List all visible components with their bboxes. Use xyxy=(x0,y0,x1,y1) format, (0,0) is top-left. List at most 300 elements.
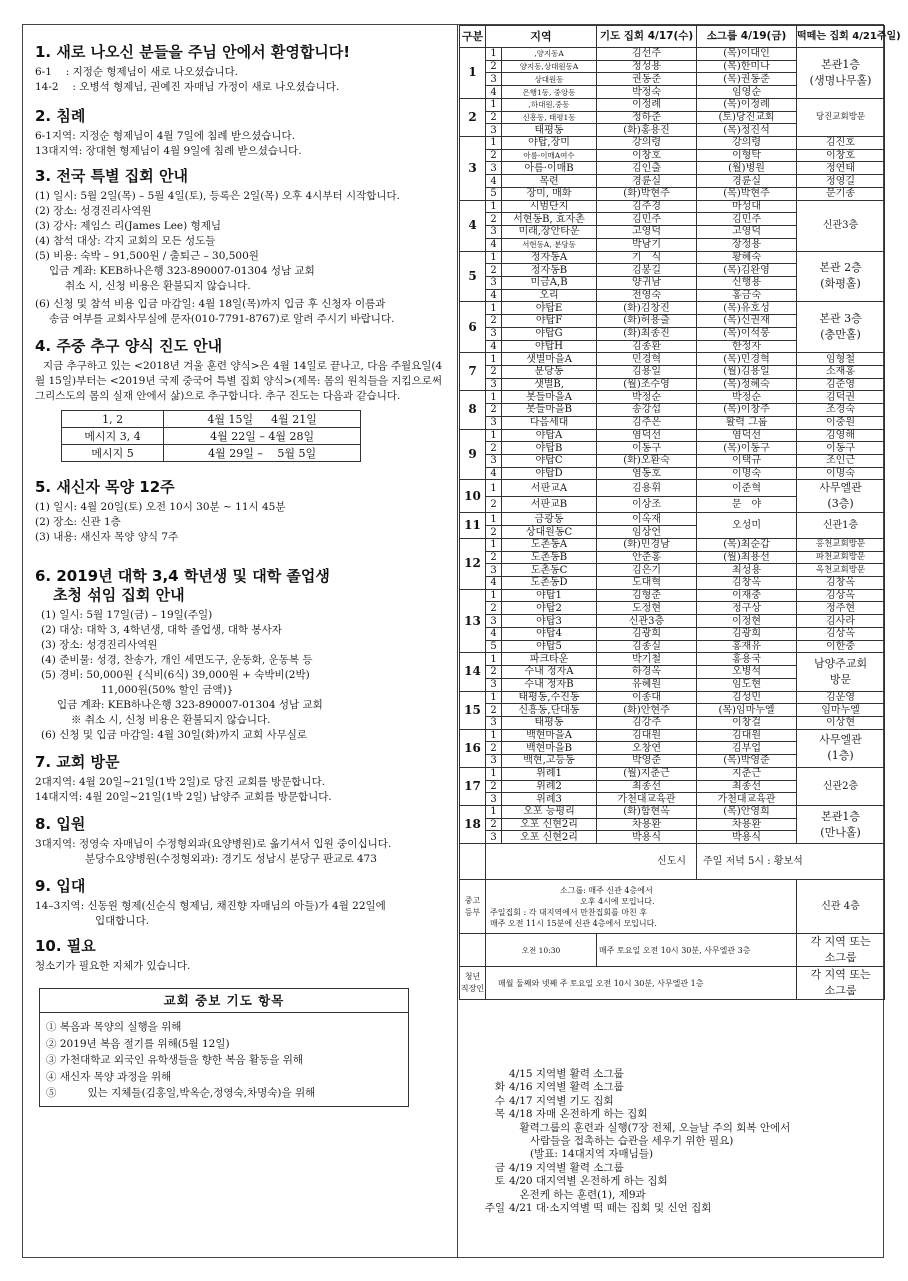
sub-district: 5 xyxy=(486,640,502,653)
schedule-item xyxy=(483,1189,884,1202)
area-name: ,양지동A xyxy=(502,48,597,61)
text-line: 11,000원(50% 할인 금액)} xyxy=(101,684,234,696)
prayer-meeting-cell: 김인출 xyxy=(597,162,697,175)
area-name: 정자동A xyxy=(502,251,597,264)
section-title: 5. 새신자 목양 12주 xyxy=(35,478,175,496)
day-label xyxy=(483,1068,507,1081)
day-label: 금 xyxy=(494,1161,505,1174)
area-name: 금광동 xyxy=(502,513,597,526)
prayer-meeting-cell: 박정숙 xyxy=(597,86,697,99)
area-name: 서판교B xyxy=(502,496,597,513)
text-line: 13대지역: 장대현 형제님이 4월 9일에 침례 받으셨습니다. xyxy=(35,145,302,157)
area-name: 신흥동,단대동 xyxy=(502,704,597,717)
schedule-text: 4/20 대지역별 온전하게 하는 집회 xyxy=(509,1175,668,1188)
lords-table-cell: 신관2층 xyxy=(797,767,885,805)
table-row xyxy=(460,729,885,742)
area-name: 야탑E xyxy=(502,302,597,315)
area-name: ,하대원,중동 xyxy=(502,98,597,111)
paragraph: 지금 추구하고 있는 <2018년 겨울 훈련 양식>은 4월 14일로 끝나고, 다음 주월요일(4월 15일)부터는 <2019년 국제 중국어 특별 집회 양식>(제목: 몸의 원칙들을 지킴으로써 그리스도의 몸의 실재 안에서 삶)으로 추구합니다. 추구 진도는 다음과 같습니다. xyxy=(35,360,443,402)
section-title: 8. 입원 xyxy=(35,815,86,833)
text-line: (2) 장소: 신관 1층 xyxy=(35,516,121,528)
table-row xyxy=(460,627,885,640)
prayer-items-box xyxy=(39,988,409,1107)
schedule-text: 4/21 대·소지역별 떡 떼는 집회 및 신언 집회 xyxy=(509,1202,712,1215)
day-label xyxy=(483,1122,507,1135)
schedule-table xyxy=(61,410,361,462)
table-row xyxy=(460,716,885,729)
small-group-cell: 홍금숙 xyxy=(697,289,797,302)
prayer-meeting-cell: 김민주 xyxy=(597,213,697,226)
lords-table-cell: 김운영 xyxy=(797,691,885,704)
sub-district: 2 xyxy=(486,315,502,328)
table-cell: 1, 2 xyxy=(62,411,164,428)
lords-table-cell: 본관 3층 (충만홀) xyxy=(797,302,885,353)
area-name: 수내 정자B xyxy=(502,678,597,691)
prayer-meeting-cell: 김형준 xyxy=(597,589,697,602)
small-group-cell: (목)정진석 xyxy=(697,124,797,137)
table-row xyxy=(460,691,885,704)
area-name: 도촌동D xyxy=(502,577,597,590)
text-line: (6) 신청 및 입금 마감일: 4월 30일(화)까지 교회 사무실로 xyxy=(41,729,308,741)
prayer-meeting-cell: 박기철 xyxy=(597,653,697,666)
table-cell xyxy=(460,934,486,967)
area-name: 야탑,장미 xyxy=(502,137,597,150)
small-group-cell: (목)임마누엘 xyxy=(697,704,797,717)
small-group-cell: 이준혁 xyxy=(697,480,797,497)
schedule-text: 4/17 지역별 기도 집회 xyxy=(509,1094,614,1107)
lords-table-cell: 김상옥 xyxy=(797,589,885,602)
small-group-cell: 김대원 xyxy=(697,729,797,742)
lords-table-cell: 사무엘관 (1층) xyxy=(797,729,885,767)
sub-district: 1 xyxy=(486,729,502,742)
meeting-info: 오전 10:30 xyxy=(486,934,597,967)
area-name: 백현마을B xyxy=(502,742,597,755)
prayer-meeting-cell: 경륜실 xyxy=(597,175,697,188)
sub-district: 3 xyxy=(486,831,502,844)
small-group-cell: (월)김용일 xyxy=(697,365,797,378)
prayer-meeting-cell: 김용일 xyxy=(597,365,697,378)
small-group-cell: (목)박영준 xyxy=(697,755,797,768)
day-label xyxy=(483,1189,507,1202)
area-name: 샛별B, xyxy=(502,378,597,391)
text-line: 14대지역: 4월 20일~21일(1박 2일) 남양주 교회를 방문합니다. xyxy=(35,791,332,803)
small-group-cell: 홍용국 xyxy=(697,653,797,666)
prayer-meeting-cell: 박남기 xyxy=(597,238,697,251)
district-number: 12 xyxy=(460,538,486,589)
text-line: (1) 일시: 5월 17일(금) – 19일(주일) xyxy=(41,609,213,621)
small-group-cell: (목)최순갑 xyxy=(697,538,797,551)
table-row xyxy=(460,589,885,602)
sub-district: 4 xyxy=(486,577,502,590)
prayer-meeting-cell: 이창호 xyxy=(597,149,697,162)
district-number: 3 xyxy=(460,137,486,201)
text-line: 분당수요양병원(수정형외과): 경기도 성남시 분당구 판교로 473 xyxy=(85,853,377,865)
announcements-column xyxy=(23,25,458,1257)
area-name: 오포 능평리 xyxy=(502,805,597,818)
small-group-cell: 경륜실 xyxy=(697,175,797,188)
table-row xyxy=(460,538,885,551)
area-name: 시범단지 xyxy=(502,200,597,213)
area-name: 도촌동B xyxy=(502,551,597,564)
sub-district: 3 xyxy=(486,678,502,691)
schedule-text: (발표: 14대지역 자매님들) xyxy=(509,1148,654,1161)
prayer-item: ① 복음과 목양의 실행을 위해 xyxy=(46,1021,182,1033)
sub-district: 4 xyxy=(486,238,502,251)
text-line: (1) 일시: 5월 2일(목) – 5월 4일(토), 등록은 2일(목) 오후 4시부터 시작합니다. xyxy=(35,190,400,202)
area-name: 오리 xyxy=(502,289,597,302)
prayer-meeting-cell: 신관3층 xyxy=(597,615,697,628)
area-name: 백현마을A xyxy=(502,729,597,742)
sub-district: 4 xyxy=(486,627,502,640)
sub-district: 4 xyxy=(486,86,502,99)
table-row xyxy=(460,455,885,468)
text-line: 14–3지역: 신동원 형제(신순식 형제님, 채진향 자매님의 아들)가 4월 22일에 xyxy=(35,900,386,912)
schedule-item xyxy=(483,1081,884,1094)
area-name: 야탑1 xyxy=(502,589,597,602)
schedule-text: 4/16 지역별 활력 소그룹 xyxy=(509,1081,624,1094)
prayer-meeting-cell: 오창연 xyxy=(597,742,697,755)
sub-district: 2 xyxy=(486,404,502,417)
sub-district: 1 xyxy=(486,691,502,704)
sub-district: 1 xyxy=(486,391,502,404)
sub-district: 5 xyxy=(486,187,502,200)
table-row xyxy=(460,844,885,880)
area-name: 도촌동C xyxy=(502,564,597,577)
table-row xyxy=(460,551,885,564)
area-name: 상대원동 xyxy=(502,73,597,86)
sub-district: 3 xyxy=(486,124,502,137)
small-group-cell: 차용환 xyxy=(697,818,797,831)
text-line: 취소 시, 신청 비용은 환불되지 않습니다. xyxy=(65,280,251,292)
small-group-cell: 황혜숙 xyxy=(697,251,797,264)
district-number: 17 xyxy=(460,767,486,805)
small-group-cell: (목)이정례 xyxy=(697,98,797,111)
sub-district: 1 xyxy=(486,353,502,366)
prayer-item: ④ 새신자 목양 과정을 위해 xyxy=(46,1070,172,1083)
small-group-cell: 장정용 xyxy=(697,238,797,251)
schedule-text: 온전케 하는 훈련(1), 제9과 xyxy=(509,1188,646,1201)
table-row xyxy=(460,577,885,590)
sub-district: 2 xyxy=(486,526,502,539)
small-group-cell: 이정현 xyxy=(697,615,797,628)
section-church-visit xyxy=(35,753,449,805)
sub-district: 1 xyxy=(486,429,502,442)
sub-district: 1 xyxy=(486,137,502,150)
table-cell xyxy=(460,844,486,880)
lords-table-cell: 이상현 xyxy=(797,716,885,729)
day-label xyxy=(483,1135,507,1148)
area-name: 신도시 xyxy=(486,844,697,880)
schedule-item xyxy=(483,1108,884,1121)
area-name: 아름·이매B xyxy=(502,162,597,175)
area-name: 아름·이매A여수 xyxy=(502,149,597,162)
section-needs xyxy=(35,937,449,974)
prayer-meeting-cell: 김대원 xyxy=(597,729,697,742)
bank-account: 입금 계좌: KEB하나은행 323-890007-01304 성남 교회 xyxy=(49,265,315,277)
header-cell: 구분 xyxy=(460,26,486,48)
text-line: (1) 일시: 4월 20일(토) 오전 10시 30분 ~ 11시 45분 xyxy=(35,501,286,513)
lords-table-cell: 김사라 xyxy=(797,615,885,628)
lords-table-cell: 본관1층 (만나홀) xyxy=(797,805,885,843)
area-name: 봇들마을B xyxy=(502,404,597,417)
sub-district: 2 xyxy=(486,149,502,162)
district-number: 13 xyxy=(460,589,486,653)
area-name: 야탑2 xyxy=(502,602,597,615)
text-line: 청소기가 필요한 지체가 있습니다. xyxy=(35,960,191,972)
prayer-meeting-cell: 염동호 xyxy=(597,467,697,480)
area-name: 파크타운 xyxy=(502,653,597,666)
lords-table-cell: 이동구 xyxy=(797,442,885,455)
small-group-cell: (목)정혜숙 xyxy=(697,378,797,391)
small-group-cell: (목)안영희 xyxy=(697,805,797,818)
sub-district: 4 xyxy=(486,289,502,302)
text-line: (3) 장소: 성경진리사역원 xyxy=(41,639,158,651)
sub-district: 3 xyxy=(486,162,502,175)
small-group-cell: 오병석 xyxy=(697,666,797,679)
prayer-meeting-cell: 박정순 xyxy=(597,391,697,404)
table-row xyxy=(460,442,885,455)
schedule-item xyxy=(483,1135,884,1148)
schedule-item xyxy=(483,1175,884,1188)
lords-table-cell: 조경숙 xyxy=(797,404,885,417)
schedule-item xyxy=(483,1202,884,1215)
area-name: 태평동 xyxy=(502,716,597,729)
text-line: (5) 비용: 숙박 – 91,500원 / 출퇴근 – 30,500원 xyxy=(35,250,259,262)
schedule-text: 활력그룹의 훈련과 실행(7장 전체, 오늘날 주의 회복 안에서 xyxy=(509,1121,791,1134)
area-name: 다음세대 xyxy=(502,416,597,429)
section-hospitalization xyxy=(35,815,449,867)
day-label: 토 xyxy=(494,1175,505,1188)
area-name: 태평동 xyxy=(502,124,597,137)
sub-district: 3 xyxy=(486,564,502,577)
section-welcome xyxy=(35,43,449,95)
prayer-meeting-cell: 박용식 xyxy=(597,831,697,844)
table-row xyxy=(460,302,885,315)
section-title: 2. 침례 xyxy=(35,107,86,125)
lords-table-cell: 신관 4층 xyxy=(797,880,885,934)
small-group-cell: 홍재유 xyxy=(697,640,797,653)
area-name: 상대원동C xyxy=(502,526,597,539)
area-name: 야탑4 xyxy=(502,627,597,640)
prayer-meeting-cell: (화)박현주 xyxy=(597,187,697,200)
sub-district: 3 xyxy=(486,716,502,729)
small-group-cell: 문 야 xyxy=(697,496,797,513)
lords-table-cell: 임형철 xyxy=(797,353,885,366)
area-name: 서현동A, 분당동 xyxy=(502,238,597,251)
small-group-cell: 강의령 xyxy=(697,137,797,150)
area-name: 서현동B, 효자촌 xyxy=(502,213,597,226)
table-row xyxy=(460,513,885,526)
small-group-cell: (목)한미나 xyxy=(697,60,797,73)
table-row xyxy=(460,149,885,162)
lords-table-cell: 김진호 xyxy=(797,137,885,150)
lords-table-cell: 이명숙 xyxy=(797,467,885,480)
area-name: 위례2 xyxy=(502,780,597,793)
meeting-info: 매주 토요일 오전 10시 30분, 사무엘관 3층 xyxy=(597,934,797,967)
small-group-cell: 정구상 xyxy=(697,602,797,615)
sub-district: 2 xyxy=(486,442,502,455)
prayer-item: ② 2019년 복음 절기를 위해(5월 12일) xyxy=(46,1037,230,1050)
district-number: 9 xyxy=(460,429,486,480)
table-row xyxy=(460,467,885,480)
text-line: (2) 대상: 대학 3, 4학년생, 대학 졸업생, 대학 봉사자 xyxy=(41,624,282,636)
section-title: 1. 새로 나오신 분들을 주님 안에서 환영합니다! xyxy=(35,43,351,61)
prayer-meeting-cell: 송강섭 xyxy=(597,404,697,417)
prayer-meeting-cell: 도정현 xyxy=(597,602,697,615)
sub-district: 1 xyxy=(486,589,502,602)
prayer-meeting-cell: (화)김창진 xyxy=(597,302,697,315)
table-row xyxy=(460,480,885,497)
schedule-text: 4/18 자매 온전하게 하는 집회 xyxy=(509,1108,648,1121)
small-group-cell: 신행용 xyxy=(697,276,797,289)
small-group-cell: 지춘근 xyxy=(697,767,797,780)
section-pursuit-schedule xyxy=(35,337,449,462)
prayer-meeting-cell: 차용환 xyxy=(597,818,697,831)
prayer-meeting-cell: (화)함현옥 xyxy=(597,805,697,818)
prayer-meeting-cell: (화)오환숙 xyxy=(597,455,697,468)
small-group-cell: 이형탁 xyxy=(697,149,797,162)
district-number: 11 xyxy=(460,513,486,538)
sub-district: 2 xyxy=(486,818,502,831)
lords-table-cell: 본관1층 (생명나무홀) xyxy=(797,48,885,99)
prayer-meeting-cell: 전영숙 xyxy=(597,289,697,302)
text-line: 6-1 : 지정순 형제님이 새로 나오셨습니다. xyxy=(35,66,239,78)
schedule-item xyxy=(483,1095,884,1108)
schedule-item xyxy=(483,1122,884,1135)
area-name: 야탑A xyxy=(502,429,597,442)
sub-district: 2 xyxy=(486,551,502,564)
sub-district: 3 xyxy=(486,455,502,468)
small-group-cell: 한정자 xyxy=(697,340,797,353)
lords-table-cell: 정영길 xyxy=(797,175,885,188)
area-name: 목련 xyxy=(502,175,597,188)
table-cell: 4월 29일 – 5월 5일 xyxy=(164,445,361,462)
table-row xyxy=(460,391,885,404)
lords-table-cell: 사무엘관 (3층) xyxy=(797,480,885,513)
small-group-cell: (토)당진교회 xyxy=(697,111,797,124)
sub-district: 1 xyxy=(486,251,502,264)
header-cell: 기도 집회 4/17(수) xyxy=(597,26,697,48)
sub-district: 1 xyxy=(486,513,502,526)
text-line: (5) 경비: 50,000원 {식비(6식) 39,000원 + 숙박비(2박) xyxy=(41,669,310,681)
small-group-cell: (월)최용선 xyxy=(697,551,797,564)
small-group-cell: 김광희 xyxy=(697,627,797,640)
sub-district: 4 xyxy=(486,175,502,188)
category-cell: 청년 직장인 xyxy=(460,967,486,1000)
area-name: 백현,고등동 xyxy=(502,755,597,768)
meeting-info: 소그룹: 매주 신관 4층에서 오후 4시에 모입니다. 주일집회 : 각 대지역에서 만찬집회를 마친 후 매주 오전 11시 15분에 신관 4층에서 모입니다. xyxy=(486,880,797,934)
table-row xyxy=(460,365,885,378)
small-group-cell: 고영덕 xyxy=(697,226,797,239)
table-row xyxy=(460,378,885,391)
area-name: 오포 신현2리 xyxy=(502,831,597,844)
small-group-cell: 활력 그룹 xyxy=(697,416,797,429)
prayer-meeting-cell: 김종환 xyxy=(597,340,697,353)
small-group-cell: (목)이대인 xyxy=(697,48,797,61)
prayer-meeting-cell: 김봉길 xyxy=(597,264,697,277)
section-university-meeting xyxy=(35,567,449,743)
prayer-meeting-cell: (월)지춘근 xyxy=(597,767,697,780)
sub-district: 3 xyxy=(486,327,502,340)
lords-table-cell: 문기종 xyxy=(797,187,885,200)
area-name: 미금A,B xyxy=(502,276,597,289)
small-group-cell: 오성미 xyxy=(697,513,797,538)
table-row xyxy=(460,137,885,150)
table-row xyxy=(62,411,361,428)
district-number: 8 xyxy=(460,391,486,429)
meeting-info: 주일 저녁 5시 : 황보석 xyxy=(697,844,885,880)
table-row xyxy=(460,934,885,967)
table-row xyxy=(62,445,361,462)
district-number: 4 xyxy=(460,200,486,251)
table-row xyxy=(460,404,885,417)
small-group-cell: (목)신권재 xyxy=(697,315,797,328)
lords-table-cell: 홍천교회방문 xyxy=(797,538,885,551)
lords-table-cell: 각 지역 또는 소그룹 xyxy=(797,934,885,967)
sub-district: 2 xyxy=(486,602,502,615)
sub-district: 2 xyxy=(486,742,502,755)
prayer-meeting-cell: (화)안현주 xyxy=(597,704,697,717)
prayer-meeting-cell: 임상언 xyxy=(597,526,697,539)
small-group-cell: (목)박현주 xyxy=(697,187,797,200)
area-name: 야탑5 xyxy=(502,640,597,653)
text-line: (3) 강사: 제임스 리(James Lee) 형제님 xyxy=(35,220,222,232)
small-group-cell: (목)이창주 xyxy=(697,404,797,417)
prayer-meeting-cell: 권동준 xyxy=(597,73,697,86)
text-line: (4) 참석 대상: 각지 교회의 모든 성도들 xyxy=(35,235,216,247)
weekly-schedule xyxy=(459,1058,884,1215)
sub-district: 4 xyxy=(486,467,502,480)
sub-district: 2 xyxy=(486,264,502,277)
area-name: 신흥동, 태평1동 xyxy=(502,111,597,124)
prayer-meeting-cell: 김주은 xyxy=(597,416,697,429)
table-header-row xyxy=(460,26,885,48)
small-group-cell: 임도현 xyxy=(697,678,797,691)
lords-table-cell: 이한중 xyxy=(797,640,885,653)
day-label: 화 xyxy=(494,1081,505,1094)
section-enlistment xyxy=(35,877,449,929)
small-group-cell: (목)민경혁 xyxy=(697,353,797,366)
prayer-meeting-cell: 김주경 xyxy=(597,200,697,213)
lords-table-cell: 남양주교회 방문 xyxy=(797,653,885,691)
small-group-cell: 마성대 xyxy=(697,200,797,213)
table-row xyxy=(460,967,885,1000)
area-name: 오포 신현2리 xyxy=(502,818,597,831)
prayer-meeting-cell: (월)조수영 xyxy=(597,378,697,391)
schedule-item xyxy=(483,1148,884,1161)
text-line: 입대합니다. xyxy=(95,915,150,927)
prayer-meeting-cell: 유혜원 xyxy=(597,678,697,691)
district-number: 10 xyxy=(460,480,486,513)
schedule-text: 사람들을 접촉하는 습관을 세우기 위한 필요) xyxy=(509,1135,734,1148)
bulletin-page xyxy=(22,24,901,1258)
schedule-text: 4/15 지역별 활력 소그룹 xyxy=(509,1068,624,1080)
text-line: 송금 여부를 교회사무실에 문자(010-7791-8767)로 알려 주시기 바랍니다. xyxy=(49,313,395,325)
prayer-meeting-cell: 염덕선 xyxy=(597,429,697,442)
lords-table-cell: 파천교회방문 xyxy=(797,551,885,564)
prayer-meeting-cell: (화)홍용진 xyxy=(597,124,697,137)
small-group-cell: 김민주 xyxy=(697,213,797,226)
section-title: 7. 교회 방문 xyxy=(35,753,120,771)
area-name: 위례3 xyxy=(502,793,597,806)
sub-district: 3 xyxy=(486,793,502,806)
small-group-cell: 최종선 xyxy=(697,780,797,793)
area-name: 샛별마을A xyxy=(502,353,597,366)
district-number: 16 xyxy=(460,729,486,767)
area-name: 야탑D xyxy=(502,467,597,480)
sub-district: 2 xyxy=(486,780,502,793)
table-row xyxy=(460,767,885,780)
